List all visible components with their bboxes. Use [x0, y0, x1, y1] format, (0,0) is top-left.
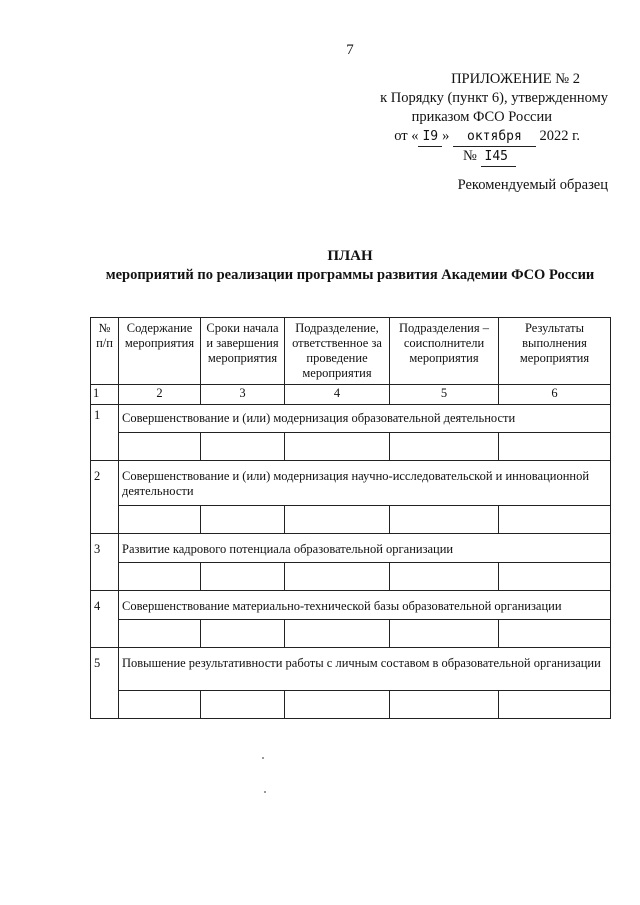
blank-cell	[499, 563, 611, 591]
section-number: 1	[91, 405, 119, 461]
section-title: Развитие кадрового потенциала образовательной организации	[119, 534, 611, 563]
blank-cell	[285, 563, 390, 591]
blank-cell	[390, 563, 499, 591]
blank-cell	[499, 506, 611, 534]
scan-speck	[262, 757, 264, 759]
header-content: Содержание мероприятия	[119, 318, 201, 385]
recommended-sample-label: Рекомендуемый образец	[457, 177, 608, 193]
column-number-row	[91, 385, 611, 405]
blank-cell	[390, 506, 499, 534]
column-number: 6	[499, 385, 611, 405]
number-prefix: №	[463, 148, 477, 164]
section-row	[91, 461, 611, 506]
blank-cell	[119, 563, 201, 591]
appendix-date	[308, 127, 608, 147]
column-number: 2	[119, 385, 201, 405]
section-title: Совершенствование и (или) модернизация образовательной деятельности	[119, 405, 611, 433]
section-number: 3	[91, 534, 119, 591]
blank-cell	[390, 620, 499, 648]
blank-cell	[201, 433, 285, 461]
appendix-order-reference: к Порядку (пункт 6), утвержденному	[380, 90, 608, 106]
date-prefix: от «	[394, 128, 419, 144]
section-number: 2	[91, 461, 119, 534]
blank-cell	[499, 691, 611, 719]
section-title: Совершенствование материально-технической базы образовательной организации	[119, 591, 611, 620]
table-header-row	[91, 318, 611, 385]
blank-cell	[285, 506, 390, 534]
header-dates: Сроки начала и завершения мероприятия	[201, 318, 285, 385]
blank-cell	[390, 691, 499, 719]
column-number: 1	[91, 385, 119, 405]
number-value: I45	[481, 147, 516, 167]
date-month: октября	[453, 127, 536, 147]
section-blank-row	[91, 506, 611, 534]
header-coexecutors: Подразделения – соисполнители мероприятия	[390, 318, 499, 385]
date-mid: »	[442, 128, 450, 144]
plan-table	[90, 317, 611, 719]
blank-cell	[119, 691, 201, 719]
section-row	[91, 591, 611, 620]
section-title: Совершенствование и (или) модернизация научно-исследовательской и инновационной деятельности	[119, 461, 611, 506]
section-blank-row	[91, 620, 611, 648]
date-year: 2022 г.	[539, 128, 580, 144]
section-blank-row	[91, 433, 611, 461]
date-day: I9	[418, 127, 442, 147]
column-number: 4	[285, 385, 390, 405]
page-number: 7	[346, 42, 354, 58]
section-blank-row	[91, 691, 611, 719]
header-number: № п/п	[91, 318, 119, 385]
blank-cell	[119, 620, 201, 648]
blank-cell	[499, 620, 611, 648]
blank-cell	[285, 433, 390, 461]
blank-cell	[119, 506, 201, 534]
appendix-title: ПРИЛОЖЕНИЕ № 2	[451, 71, 580, 87]
section-blank-row	[91, 563, 611, 591]
blank-cell	[390, 433, 499, 461]
blank-cell	[201, 506, 285, 534]
section-row	[91, 648, 611, 691]
header-results: Результаты выполнения мероприятия	[499, 318, 611, 385]
scan-speck	[264, 791, 266, 793]
blank-cell	[201, 691, 285, 719]
blank-cell	[201, 620, 285, 648]
blank-cell	[119, 433, 201, 461]
blank-cell	[499, 433, 611, 461]
blank-cell	[285, 620, 390, 648]
column-number: 5	[390, 385, 499, 405]
appendix-block	[308, 70, 608, 167]
section-number: 4	[91, 591, 119, 648]
blank-cell	[285, 691, 390, 719]
header-responsible: Подразделение, ответственное за проведение мероприятия	[285, 318, 390, 385]
section-title: Повышение результативности работы с личным составом в образовательной организации	[119, 648, 611, 691]
section-number: 5	[91, 648, 119, 719]
blank-cell	[201, 563, 285, 591]
appendix-number	[308, 147, 608, 167]
plan-subtitle: мероприятий по реализации программы развития Академии ФСО России	[105, 267, 595, 283]
section-row	[91, 405, 611, 433]
column-number: 3	[201, 385, 285, 405]
appendix-order-issuer: приказом ФСО России	[411, 109, 552, 125]
section-row	[91, 534, 611, 563]
plan-title: ПЛАН	[327, 248, 373, 264]
